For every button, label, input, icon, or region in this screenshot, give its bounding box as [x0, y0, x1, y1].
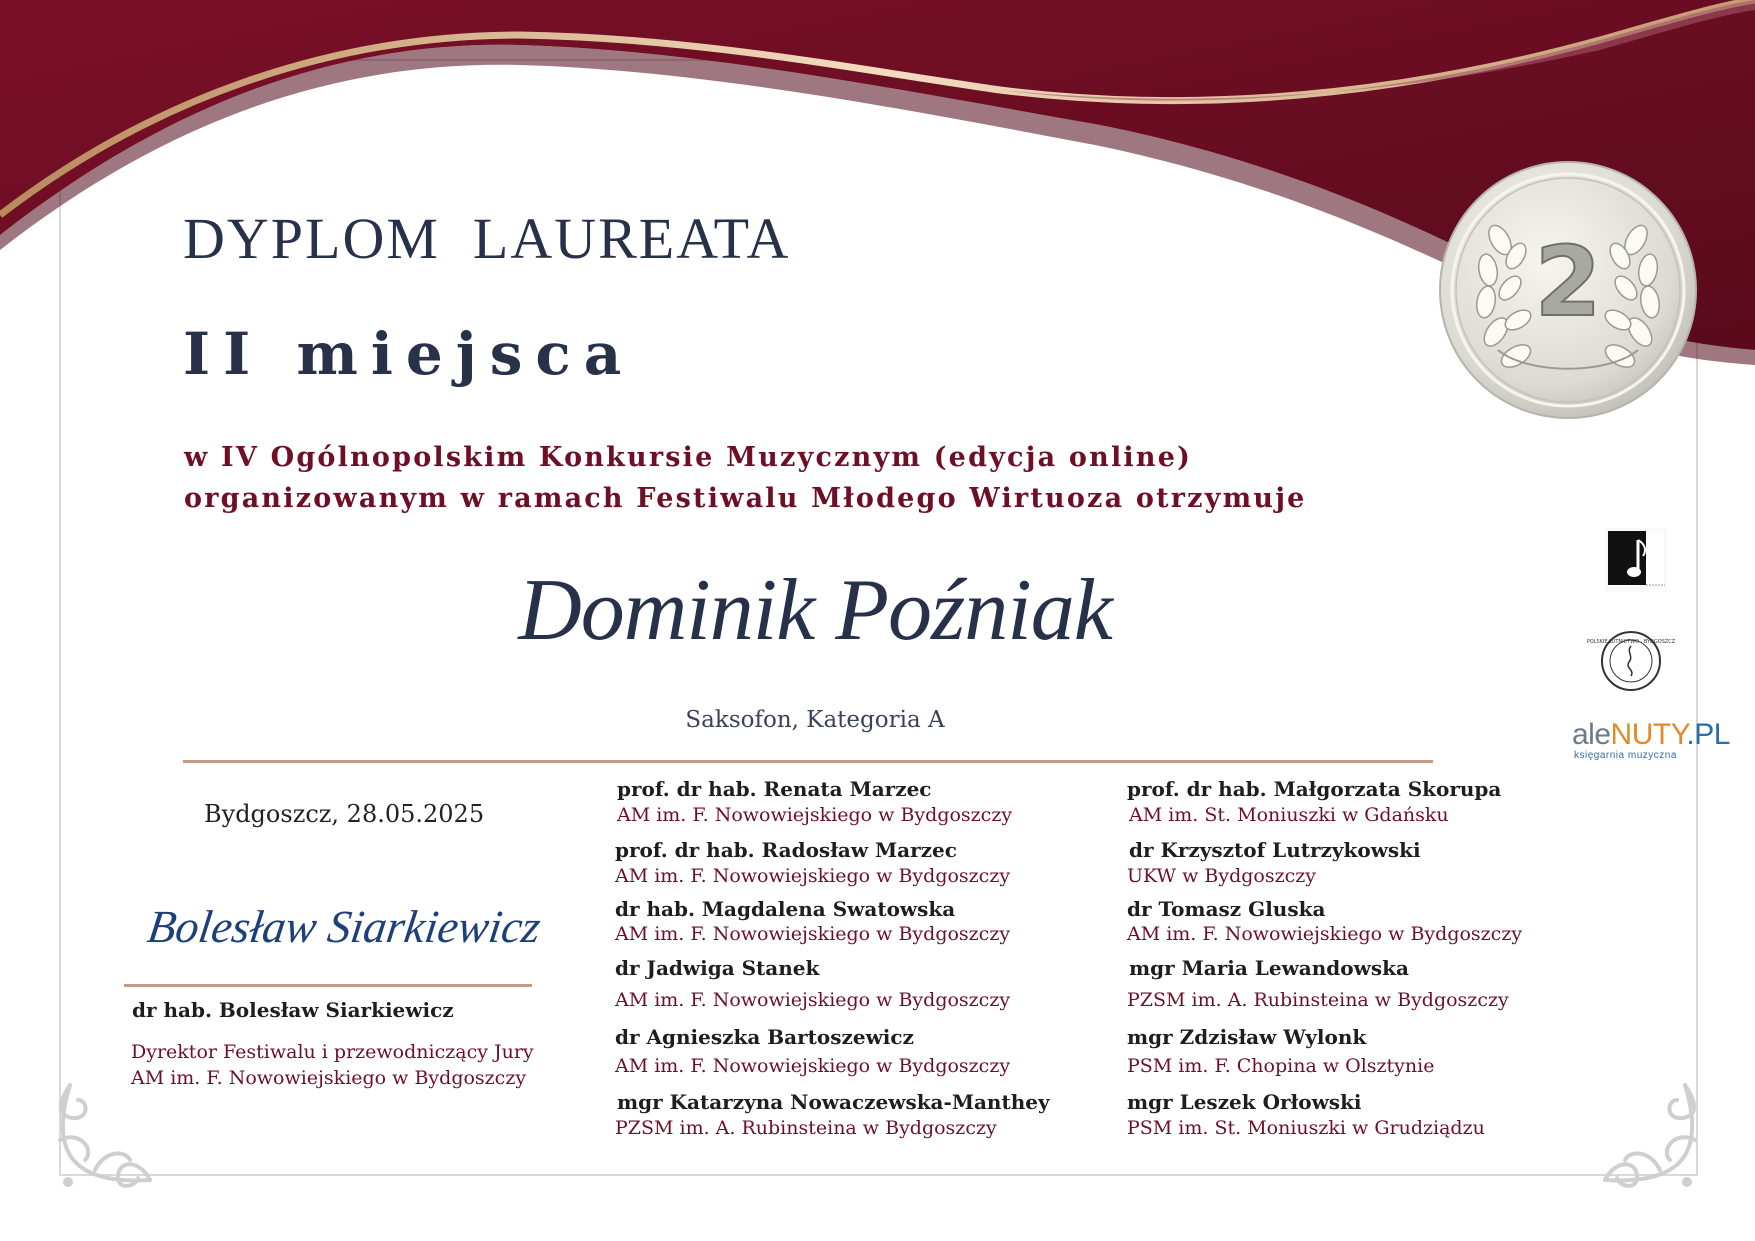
- jury-member-name: prof. dr hab. Małgorzata Skorupa: [1127, 777, 1502, 801]
- place-and-date: Bydgoszcz, 28.05.2025: [204, 800, 485, 828]
- jury-member-institution: AM im. F. Nowowiejskiego w Bydgoszczy: [617, 804, 1013, 826]
- violin-seal-icon: [1586, 630, 1676, 692]
- alenuty-logo-part1: ale: [1572, 718, 1611, 751]
- jury-member-name: mgr Katarzyna Nowaczewska-Manthey: [617, 1090, 1050, 1114]
- alenuty-tagline: księgarnia muzyczna: [1574, 750, 1677, 761]
- jury-member-name: mgr Zdzisław Wylonk: [1127, 1025, 1367, 1049]
- jury-member-institution: PSM im. St. Moniuszki w Grudziądzu: [1127, 1117, 1485, 1139]
- recipient-name: Dominik Poźniak: [518, 562, 1112, 659]
- jury-member-name: dr Krzysztof Lutrzykowski: [1129, 838, 1421, 862]
- jury-member-institution: AM im. F. Nowowiejskiego w Bydgoszczy: [615, 1055, 1011, 1077]
- contest-line-2: organizowanym w ramach Festiwalu Młodego Wirtuoza otrzymuje: [184, 483, 1307, 514]
- jury-member-institution: UKW w Bydgoszczy: [1127, 865, 1317, 887]
- contest-line-1: w IV Ogólnopolskim Konkursie Muzycznym (edycja online): [184, 442, 1193, 473]
- jury-member-institution: AM im. F. Nowowiejskiego w Bydgoszczy: [615, 923, 1011, 945]
- jury-member-name: dr Jadwiga Stanek: [615, 956, 820, 980]
- jury-member-institution: AM im. F. Nowowiejskiego w Bydgoszczy: [1127, 923, 1523, 945]
- jury-member-name: dr Agnieszka Bartoszewicz: [615, 1025, 914, 1049]
- jury-member-name: dr Tomasz Gluska: [1127, 897, 1326, 921]
- jury-member-institution: AM im. F. Nowowiejskiego w Bydgoszczy: [615, 865, 1011, 887]
- seal-text: POLSKIE LUTNICTWO · BYDGOSZCZ: [1586, 639, 1676, 645]
- jury-member-name: dr hab. Magdalena Swatowska: [615, 897, 956, 921]
- jury-member-institution: PSM im. F. Chopina w Olsztynie: [1127, 1055, 1435, 1077]
- jury-member-institution: PZSM im. A. Rubinsteina w Bydgoszczy: [1127, 989, 1509, 1011]
- corner-ornament-left-icon: [60, 1085, 150, 1187]
- director-institution: AM im. F. Nowowiejskiego w Bydgoszczy: [131, 1067, 527, 1089]
- music-note-logo-icon: [1605, 528, 1667, 592]
- jury-member-institution: AM im. St. Moniuszki w Gdańsku: [1129, 804, 1449, 826]
- jury-member-name: prof. dr hab. Radosław Marzec: [615, 838, 957, 862]
- diploma-title: DYPLOM LAUREATA: [183, 206, 791, 271]
- silver-medal: [1438, 160, 1698, 420]
- signature-underline: [124, 984, 532, 987]
- director-role: Dyrektor Festiwalu i przewodniczący Jury: [131, 1041, 534, 1063]
- jury-member-name: prof. dr hab. Renata Marzec: [617, 777, 932, 801]
- jury-member-name: mgr Maria Lewandowska: [1129, 956, 1409, 980]
- alenuty-logo-part3: .PL: [1686, 718, 1730, 751]
- director-signature: Bolesław Siarkiewicz: [144, 901, 544, 952]
- jury-member-name: mgr Leszek Orłowski: [1127, 1090, 1362, 1114]
- director-name: dr hab. Bolesław Siarkiewicz: [132, 998, 454, 1022]
- corner-ornament-right-icon: [1605, 1085, 1695, 1187]
- jury-member-institution: PZSM im. A. Rubinsteina w Bydgoszczy: [615, 1117, 997, 1139]
- instrument-category: Saksofon, Kategoria A: [685, 707, 945, 733]
- lutnictwo-seal-logo: [1586, 630, 1676, 692]
- alenuty-logo-part2: NUTY: [1610, 718, 1687, 751]
- divider-line: [183, 760, 1433, 763]
- jury-member-institution: AM im. F. Nowowiejskiego w Bydgoszczy: [615, 989, 1011, 1011]
- place-heading: II miejsca: [183, 320, 635, 388]
- alenuty-logo: [1572, 718, 1730, 770]
- medal-number: 2: [1534, 226, 1602, 338]
- laurel-medal-icon: [1438, 160, 1698, 420]
